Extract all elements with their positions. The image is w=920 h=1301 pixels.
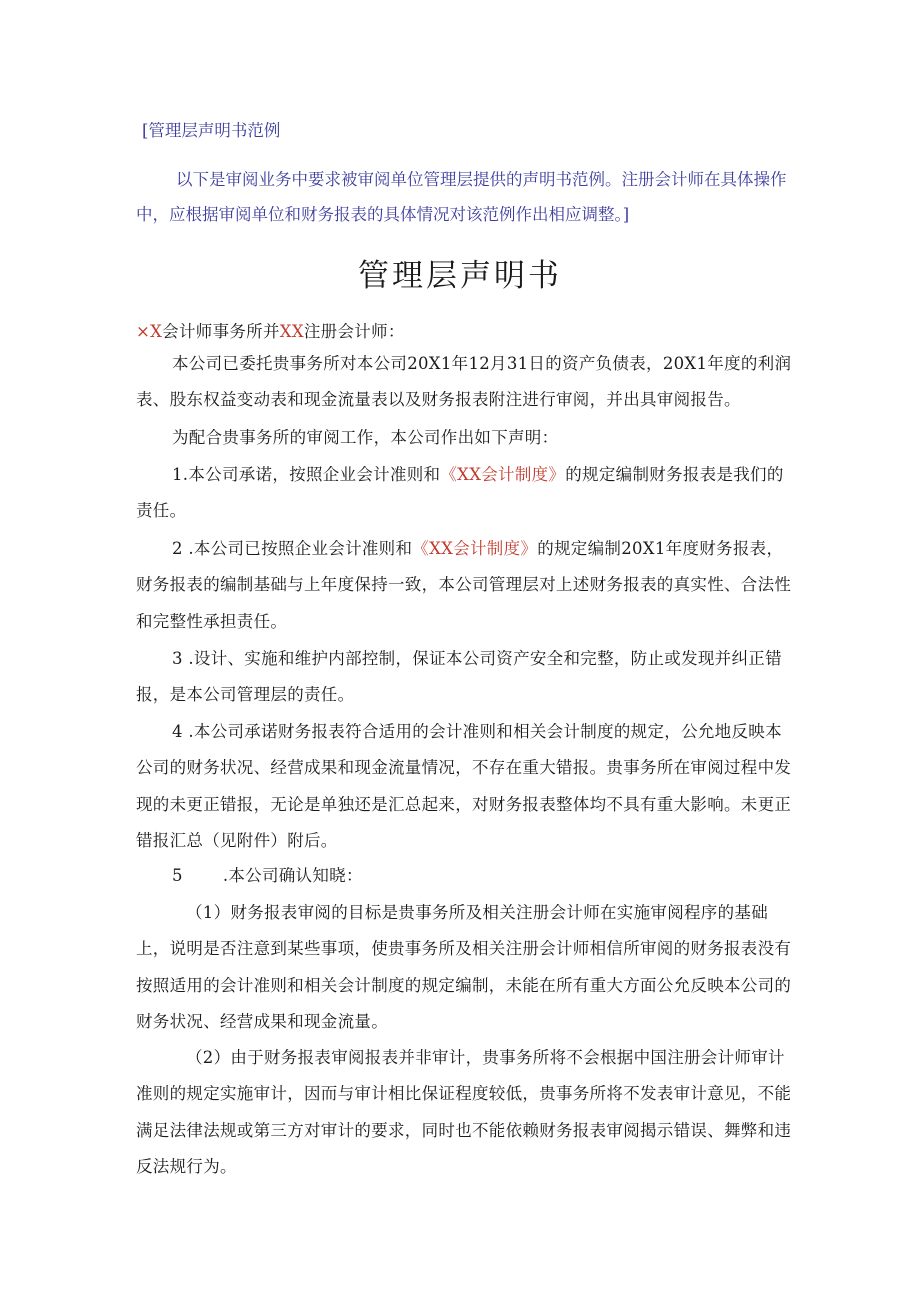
salutation-mid: 会计师事务所并	[162, 322, 280, 341]
item-4: 4 .本公司承诺财务报表符合适用的会计准则和相关会计制度的规定，公允地反映本公司的财务状况、经营成果和现金流量情况，不存在重大错报。贵事务所在审阅过程中发现的未更正错报，无论是单独还是汇总起来，对财务报表整体均不具有重大影响。未更正错报汇总（见附件）附后。	[136, 722, 792, 850]
item-5	[136, 858, 796, 894]
salutation	[136, 314, 796, 350]
item-1-pre: 1.本公司承诺，按照企业会计准则和	[172, 465, 441, 484]
item-5-text: .本公司确认知晓：	[222, 866, 363, 885]
sample-note-title: [管理层声明书范例	[142, 121, 281, 140]
item-1-post: 的规定编制财务报表是我们的责任。	[136, 465, 784, 521]
sub-item-2: （2）由于财务报表审阅报表并非审计，贵事务所将不会根据中国注册会计师审计准则的规定实施审计，因而与审计相比保证程度较低，贵事务所将不发表审计意见，不能满足法律法规或第三方对审计的要求，同时也不能依赖财务报表审阅揭示错误、舞弊和违反法规行为。	[136, 1048, 792, 1176]
lead-paragraph: 为配合贵事务所的审阅工作，本公司作出如下声明：	[172, 428, 559, 447]
item-2	[136, 531, 796, 640]
item-2-post: 的规定编制20X1年度财务报表，财务报表的编制基础与上年度保持一致，本公司管理层对上述财务报表的真实性、合法性和完整性承担责任。	[136, 539, 792, 631]
intro-paragraph: 本公司已委托贵事务所对本公司20X1年12月31日的资产负债表，20X1年度的利润表、股东权益变动表和现金流量表以及财务报表附注进行审阅，并出具审阅报告。	[136, 354, 792, 410]
item-2-pre: 2 .本公司已按照企业会计准则和	[172, 539, 413, 558]
salutation-end: 注册会计师：	[303, 322, 405, 341]
cpa-placeholder: XX	[279, 322, 304, 341]
item-3: 3 .设计、实施和维护内部控制，保证本公司资产安全和完整，防止或发现并纠正错报，是本公司管理层的责任。	[136, 649, 782, 705]
item-1	[136, 457, 796, 530]
firm-placeholder: ×X	[136, 322, 163, 341]
item-5-number: 5	[172, 866, 183, 885]
item-2-placeholder: 《XX会计制度》	[412, 539, 538, 558]
sample-note-body: 以下是审阅业务中要求被审阅单位管理层提供的声明书范例。注册会计师在具体操作中，应根据审阅单位和财务报表的具体情况对该范例作出相应调整。]	[136, 170, 787, 224]
item-1-placeholder: 《XX会计制度》	[440, 465, 566, 484]
document-title: 管理层声明书	[358, 258, 562, 294]
sub-item-1: （1）财务报表审阅的目标是贵事务所及相关注册会计师在实施审阅程序的基础上，说明是否注意到某些事项，使贵事务所及相关注册会计师相信所审阅的财务报表没有按照适用的会计准则和相关会计制度的规定编制，未能在所有重大方面公允反映本公司的财务状况、经营成果和现金流量。	[136, 903, 792, 1031]
